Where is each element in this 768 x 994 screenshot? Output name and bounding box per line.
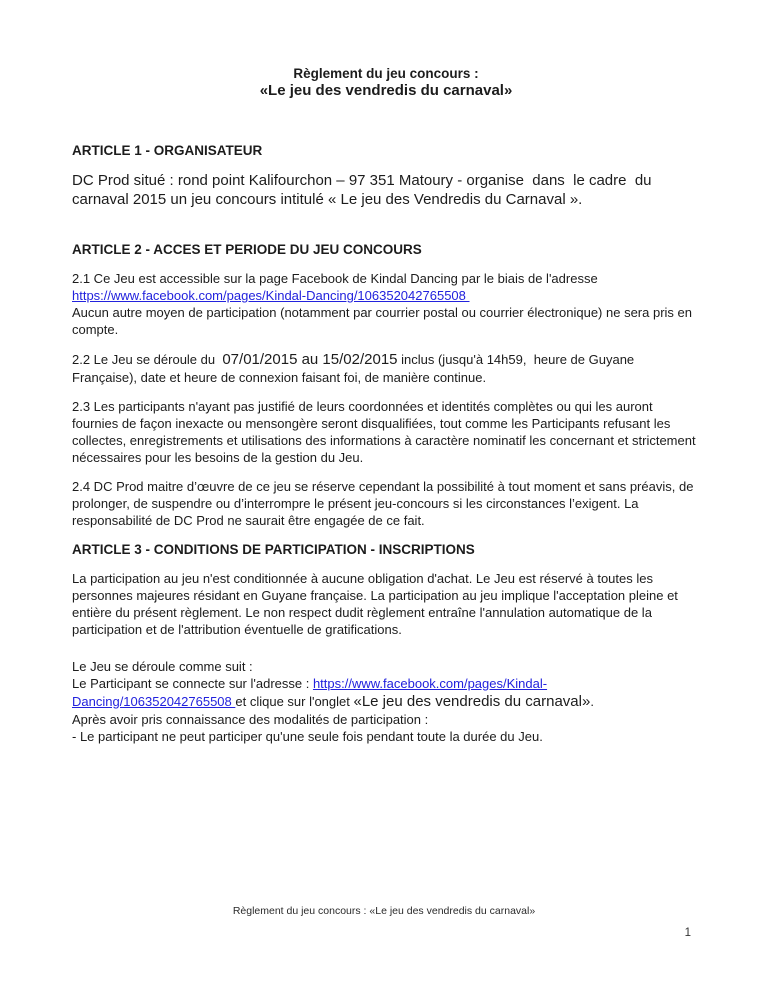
spacer	[72, 209, 700, 229]
footer-title: Règlement du jeu concours : «Le jeu des vendredis du carnaval»	[232, 905, 536, 917]
facebook-page-link[interactable]: https://www.facebook.com/pages/Kindal-Dancing/106352042765508	[72, 676, 548, 709]
spacer	[72, 100, 700, 130]
emphasized-text: 07/01/2015 au 15/02/2015	[222, 351, 398, 368]
paragraph: DC Prod situé : rond point Kalifourchon – 97 351 Matoury - organise dans le cadre du carnaval 2015 un jeu concours intitulé « Le jeu des Vendredis du Carnaval ».	[72, 172, 656, 208]
document-title-line-2: «Le jeu des vendredis du carnaval»	[259, 82, 513, 99]
article-heading: ARTICLE 1 - ORGANISATEUR	[72, 143, 263, 158]
spacer	[72, 638, 700, 646]
paragraph: 2.1 Ce Jeu est accessible sur la page Facebook de Kindal Dancing par le biais de l'adresse https://www.facebook.com/pages/Kindal-Dancing/106352042765508 Aucun autre moyen de participation (notamment par courrier postal ou courrier électronique) ne sera pris en compte.	[72, 271, 696, 337]
page-number: 1	[684, 927, 691, 939]
document-body	[72, 100, 700, 745]
paragraph: 2.3 Les participants n'ayant pas justifié de leurs coordonnées et identités complètes ou qui les auront fournies de façon inexacte ou mensongère seront disqualifiées, tout comme les Participants refusant les collectes, enregistrements et utilisations des informations à caractère nominatif les concernant et strictement nécessaires pour les besoins de la gestion du Jeu.	[72, 399, 700, 465]
paragraph: 2.4 DC Prod maitre d’œuvre de ce jeu se réserve cependant la possibilité à tout moment et sans préavis, de prolonger, de suspendre ou d’interrompre le présent jeu-concours si les circonstances l’exigent. La responsabilité de DC Prod ne saurait être engagée de ce fait.	[72, 479, 698, 528]
article-heading: ARTICLE 3 - CONDITIONS DE PARTICIPATION - INSCRIPTIONS	[72, 542, 475, 557]
paragraph: Le Jeu se déroule comme suit : Le Participant se connecte sur l'adresse : https://www.facebook.com/pages/Kindal-Dancing/106352042765508 et clique sur l'onglet «Le jeu des vendredis du carnaval». Après avoir pris connaissance des modalités de participation : - Le participant ne peut participer qu'une seule fois pendant toute la durée du Jeu.	[72, 659, 594, 744]
paragraph: 2.2 Le Jeu se déroule du 07/01/2015 au 15/02/2015 inclus (jusqu'à 14h59, heure de Guyane Française), date et heure de connexion faisant foi, de manière continue.	[72, 351, 638, 385]
facebook-page-link[interactable]: https://www.facebook.com/pages/Kindal-Dancing/106352042765508	[72, 288, 470, 303]
document-title-line-1: Règlement du jeu concours :	[293, 66, 479, 81]
emphasized-text: «Le jeu des vendredis du carnaval»	[353, 693, 591, 710]
paragraph: La participation au jeu n'est conditionnée à aucune obligation d'achat. Le Jeu est réservé à toutes les personnes majeures résidant en Guyane française. La participation au jeu implique l'acceptation pleine et entière du présent règlement. Le non respect dudit règlement entraîne l'annulation automatique de la participation et de l'attribution éventuelle de gratifications.	[72, 571, 682, 637]
article-heading: ARTICLE 2 - ACCES ET PERIODE DU JEU CONCOURS	[72, 242, 422, 257]
